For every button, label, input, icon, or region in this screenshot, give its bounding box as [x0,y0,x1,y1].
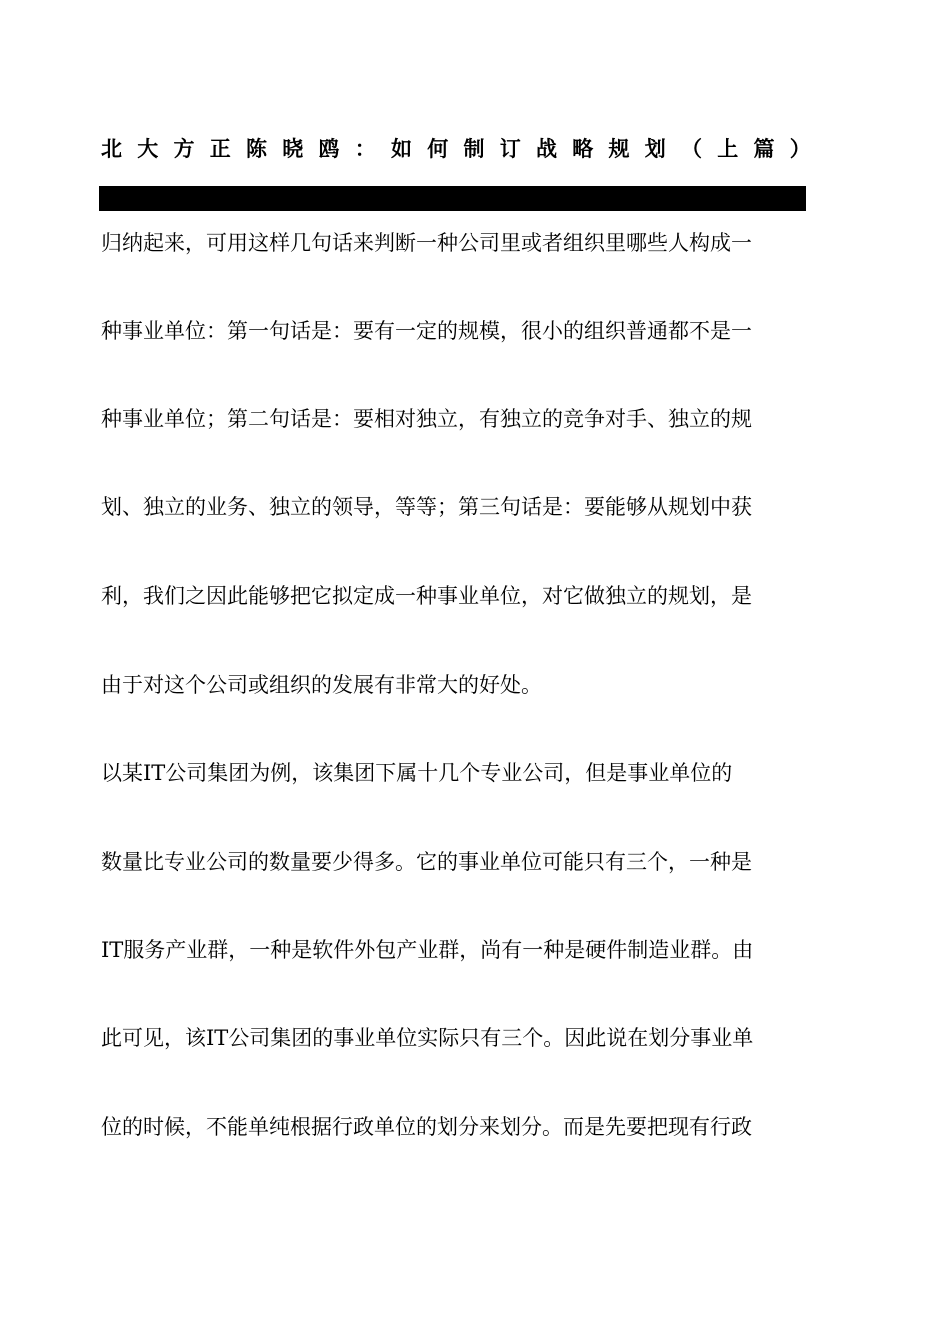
document-title-char: 划 [644,136,666,161]
document-title-char: 战 [536,136,557,161]
document-title-char: 陈 [246,136,267,161]
document-title-char: 何 [427,136,449,161]
body-line: 以某IT公司集团为例，该集团下属十几个专业公司，但是事业单位的 [101,761,733,785]
document-title [101,128,811,168]
body-line: 此可见，该IT公司集团的事业单位实际只有三个。因此说在划分事业单 [101,1026,754,1050]
document-title-char: 上 [717,136,739,161]
document-title-char: 正 [209,136,231,161]
body-line: IT服务产业群，一种是软件外包产业群，尚有一种是硬件制造业群。由 [101,938,754,962]
document-title-char: 略 [572,136,594,161]
document-title-char: ： [354,136,376,161]
document-title-char: 制 [463,136,485,161]
body-line: 由于对这个公司或组织的发展有非常大的好处。 [101,673,542,697]
body-line: 种事业单位；第二句话是：要相对独立，有独立的竞争对手、独立的规 [101,407,752,431]
document-title-char: 篇 [753,136,775,161]
document-title-char: 大 [137,136,159,161]
document-title-char: ） [789,136,811,161]
document-title-char: 如 [391,136,412,161]
document-title-char: 鸥 [318,136,340,161]
document-title-char: （ [681,136,702,161]
document-title-char: 规 [608,136,630,161]
body-line: 位的时候，不能单纯根据行政单位的划分来划分。而是先要把现有行政 [101,1115,752,1139]
body-line: 利，我们之因此能够把它拟定成一种事业单位，对它做独立的规划，是 [101,584,752,608]
document-title-char: 北 [101,136,122,161]
body-line: 数量比专业公司的数量要少得多。它的事业单位可能只有三个，一种是 [101,850,752,874]
document-title-char: 方 [173,136,195,161]
document-title-char: 订 [499,136,521,161]
body-line: 划、独立的业务、独立的领导，等等；第三句话是：要能够从规划中获 [101,495,752,519]
document-title-char: 晓 [282,136,304,161]
body-line: 种事业单位：第一句话是：要有一定的规模，很小的组织普通都不是一 [101,319,752,343]
body-line: 归纳起来，可用这样几句话来判断一种公司里或者组织里哪些人构成一 [101,231,752,255]
title-divider-bar [99,186,806,211]
